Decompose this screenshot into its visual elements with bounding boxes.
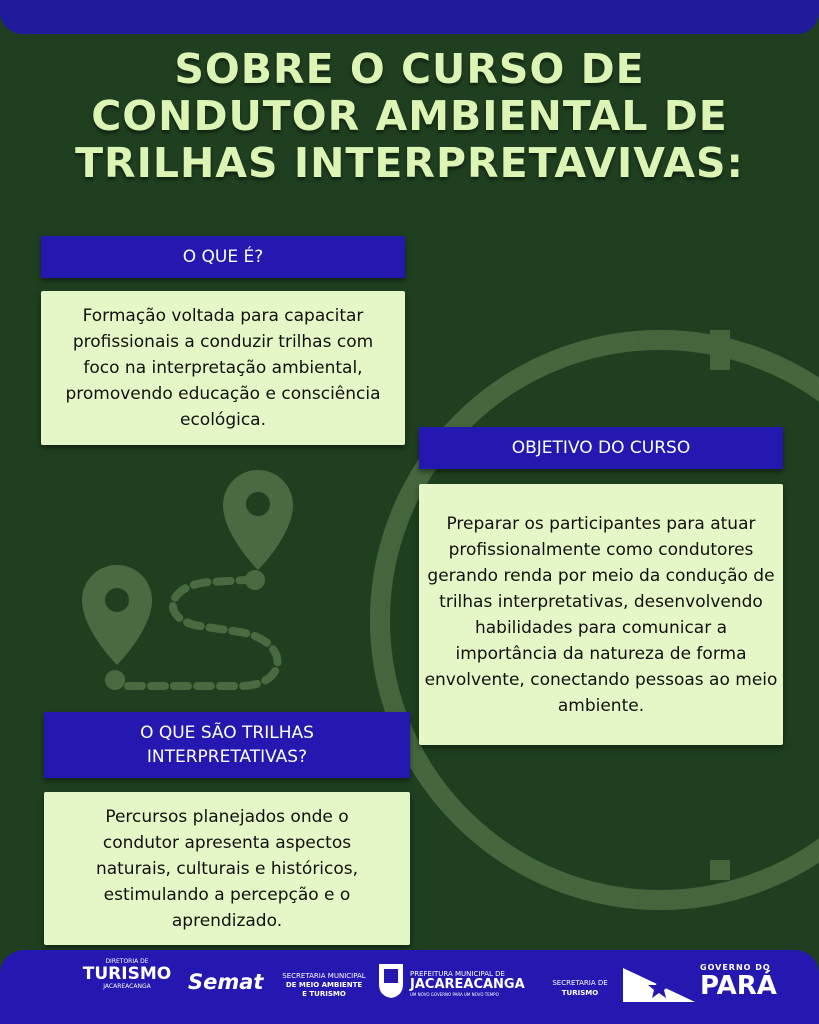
objective-label-text: OBJETIVO DO CURSO: [511, 438, 691, 458]
prefeitura-sub: UM NOVO GOVERNO PARA UM NOVO TEMPO: [410, 992, 499, 997]
objective-label: [419, 427, 783, 469]
title-line-1: SOBRE O CURSO DE: [174, 45, 645, 93]
prefeitura-big: JACAREACANGA: [410, 977, 525, 992]
footer-logos: [0, 950, 819, 1024]
turismo-logo: [72, 958, 182, 990]
what-is-text: Formação voltada para capacitar profissionais a conduzir trilhas com foco na interpretação ambiental, promovendo educação e consciência ecológica.: [65, 306, 381, 430]
semat-logo: Semat: [188, 970, 264, 994]
turismo-logo-big: TURISMO: [82, 964, 172, 984]
governo-big: PARÁ: [700, 971, 777, 1001]
trails-label-line-1: O QUE SÃO TRILHAS: [140, 723, 314, 743]
sec-meio-line-1: SECRETARIA MUNICIPAL: [282, 972, 366, 980]
prefeitura-crest-icon: [376, 958, 406, 1000]
what-is-box: [41, 291, 405, 445]
sec-turismo-line-2: TURISMO: [561, 989, 599, 997]
turismo-logo-sub: JACAREACANGA: [103, 983, 151, 990]
trails-label-line-2: INTERPRETATIVAS?: [146, 747, 308, 767]
title-line-2: CONDUTOR AMBIENTAL DE: [91, 92, 728, 140]
prefeitura-small: PREFEITURA MUNICIPAL DE: [410, 970, 505, 978]
objective-text: Preparar os participantes para atuar profissionalmente como condutores gerando renda por meio da condução de trilhas interpretativas, desenvolvendo habilidades para comunicar a importância da natureza de forma envolvente, conectando pessoas ao meio ambiente.: [424, 513, 778, 716]
prefeitura-logo: [410, 970, 542, 997]
what-is-label: [41, 236, 405, 278]
trails-box: [44, 792, 410, 945]
trails-text: Percursos planejados onde o condutor apresenta aspectos naturais, culturais e históricos, estimulando a percepção e o aprendizado.: [95, 806, 359, 931]
sec-turismo-line-1: SECRETARIA DE: [552, 979, 608, 987]
title-line-3: TRILHAS INTERPRETAVIVAS:: [75, 139, 744, 187]
governo-small: GOVERNO DO: [700, 963, 771, 972]
page-title: [20, 46, 799, 187]
objective-box: [419, 484, 783, 745]
sec-meio-line-3: E TURISMO: [302, 990, 346, 998]
sec-meio-ambiente-logo: [276, 972, 372, 999]
sec-meio-line-2: DE MEIO AMBIENTE: [285, 981, 363, 989]
turismo-logo-small: DIRETORIA DE: [105, 958, 149, 965]
what-is-label-text: O QUE É?: [182, 247, 264, 267]
governo-para-logo: [700, 963, 790, 1000]
trails-label: [44, 712, 410, 778]
sec-turismo-logo: [545, 978, 615, 998]
para-flag-icon: [623, 968, 695, 1002]
map-pin-icon: [82, 470, 293, 690]
